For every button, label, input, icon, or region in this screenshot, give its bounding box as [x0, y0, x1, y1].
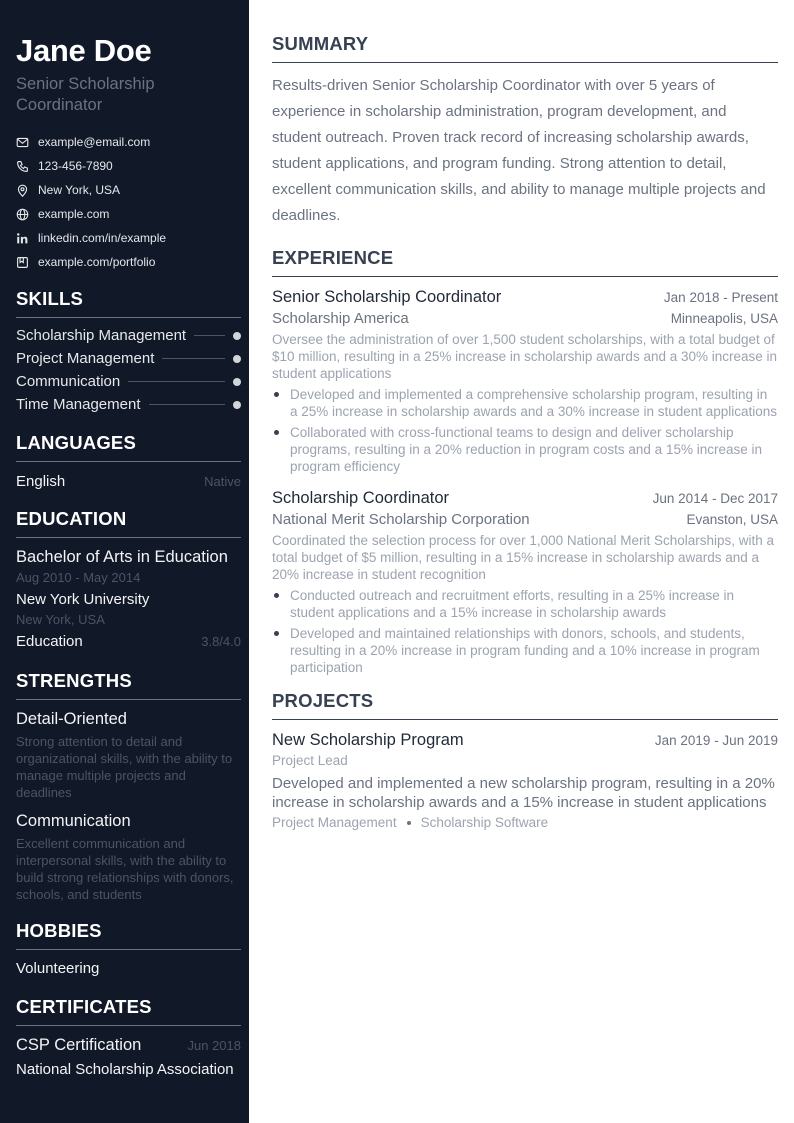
- summary-heading: SUMMARY: [272, 33, 778, 63]
- strength-desc: Excellent communication and interpersonal skills, with the ability to build strong relationships with donors, schools, and students: [16, 836, 234, 902]
- education-gpa: 3.8/4.0: [201, 634, 241, 649]
- project-dates: Jan 2019 - Jun 2019: [654, 733, 778, 748]
- candidate-title: Senior Scholarship Coordinator: [16, 75, 155, 114]
- skill-label: Project Management: [16, 350, 155, 367]
- skill-label: Communication: [16, 373, 121, 390]
- hobbies-heading: HOBBIES: [16, 920, 241, 950]
- certificate-issuer: National Scholarship Association: [16, 1061, 234, 1078]
- job-entry: [272, 487, 778, 676]
- project-tags: [272, 815, 778, 830]
- hobby-item: Volunteering: [16, 960, 100, 977]
- project-tag: Scholarship Software: [420, 815, 549, 830]
- experience-heading: EXPERIENCE: [272, 247, 778, 277]
- skill-dot: [233, 332, 241, 340]
- job-bullets: [272, 587, 778, 676]
- main-content: [272, 33, 778, 830]
- project-tag: Project Management: [272, 815, 397, 830]
- strengths-heading: STRENGTHS: [16, 670, 241, 700]
- phone-icon: [16, 160, 29, 173]
- job-bullet: Conducted outreach and recruitment efforts, resulting in a 25% increase in student applications and a 15% increase in scholarship awards: [272, 587, 778, 621]
- project-name: New Scholarship Program: [272, 731, 464, 749]
- languages-section: [16, 432, 241, 492]
- skill-item: [16, 347, 241, 370]
- job-entry: [272, 286, 778, 475]
- projects-heading: PROJECTS: [272, 690, 778, 720]
- linkedin-icon: [16, 232, 29, 245]
- contact-linkedin[interactable]: [16, 226, 241, 250]
- project-desc: Developed and implemented a new scholarship program, resulting in a 20% increase in scholarship awards and a 15% increase in student applications: [272, 775, 775, 811]
- job-bullet: Developed and maintained relationships with donors, schools, and students, resulting in a 20% increase in program funding and a 10% increase in program participation: [272, 625, 778, 676]
- job-org: National Merit Scholarship Corporation: [272, 511, 530, 528]
- contact-phone[interactable]: [16, 154, 241, 178]
- mail-icon: [16, 136, 29, 149]
- contact-website[interactable]: [16, 202, 241, 226]
- job-location: Minneapolis, USA: [670, 311, 778, 326]
- language-item: [16, 471, 241, 492]
- contact-linkedin-text: linkedin.com/in/example: [38, 231, 167, 245]
- contact-portfolio[interactable]: [16, 250, 241, 274]
- certificate-name: CSP Certification: [16, 1036, 142, 1054]
- certificates-section: [16, 996, 241, 1080]
- skill-divider: [194, 335, 225, 336]
- strength-name: Detail-Oriented: [16, 710, 127, 728]
- contact-phone-text: 123-456-7890: [38, 159, 113, 173]
- skill-item: [16, 324, 241, 347]
- job-bullet: Developed and implemented a comprehensive scholarship program, resulting in a 25% increase in scholarship awards and a 30% increase in student applications: [272, 386, 778, 420]
- tag-separator: [407, 821, 411, 825]
- skill-divider: [162, 358, 225, 359]
- project-entry: [272, 729, 778, 830]
- education-section: [16, 508, 241, 652]
- job-desc: Coordinated the selection process for over 1,000 National Merit Scholarships, with a total budget of $5 million, resulting in a 15% increase in scholarship awards and a 20% increase in student recognition: [272, 533, 775, 582]
- job-location: Evanston, USA: [686, 512, 778, 527]
- skill-label: Time Management: [16, 396, 141, 413]
- candidate-name: Jane Doe: [16, 33, 152, 68]
- education-degree: Bachelor of Arts in Education: [16, 548, 228, 566]
- contact-location-text: New York, USA: [38, 183, 121, 197]
- contact-list: [16, 130, 241, 274]
- job-desc: Oversee the administration of over 1,500 student scholarships, with a total budget of $10 million, resulting in a 25% increase in scholarship awards and a 30% increase in student applications: [272, 332, 778, 381]
- contact-location: [16, 178, 241, 202]
- education-heading: EDUCATION: [16, 508, 241, 538]
- certificates-heading: CERTIFICATES: [16, 996, 241, 1026]
- education-field-row: [16, 631, 241, 652]
- summary-section: [272, 33, 778, 229]
- contact-website-text: example.com: [38, 207, 110, 221]
- contact-email-text: example@email.com: [38, 135, 151, 149]
- contact-portfolio-text: example.com/portfolio: [38, 255, 156, 269]
- job-bullet: Collaborated with cross-functional teams to design and deliver scholarship programs, resulting in a 20% reduction in program costs and a 15% increase in program efficiency: [272, 424, 778, 475]
- job-title: Senior Scholarship Coordinator: [272, 288, 502, 306]
- skill-label: Scholarship Management: [16, 327, 187, 344]
- experience-section: [272, 247, 778, 676]
- job-bullets: [272, 386, 778, 475]
- strength-item: [16, 810, 241, 903]
- summary-text: Results-driven Senior Scholarship Coordinator with over 5 years of experience in scholarship administration, program development, and student outreach. Proven track record of increasing scholarship awards, student applications, and program funding. Strong attention to detail, excellent communication skills, and ability to manage multiple projects and deadlines.: [272, 77, 766, 224]
- skill-dot: [233, 401, 241, 409]
- projects-section: [272, 690, 778, 830]
- skill-dot: [233, 378, 241, 386]
- project-role: Project Lead: [272, 753, 348, 768]
- sidebar: [0, 0, 249, 1123]
- skill-item: [16, 393, 241, 416]
- portfolio-icon: [16, 256, 29, 269]
- education-school: New York University: [16, 591, 150, 608]
- job-dates: Jun 2014 - Dec 2017: [652, 491, 778, 506]
- strength-item: [16, 708, 241, 801]
- hobbies-section: [16, 920, 241, 979]
- job-title: Scholarship Coordinator: [272, 489, 450, 507]
- education-location: New York, USA: [16, 612, 105, 627]
- skill-divider: [149, 404, 226, 405]
- location-icon: [16, 184, 29, 197]
- skill-dot: [233, 355, 241, 363]
- strength-desc: Strong attention to detail and organizational skills, with the ability to manage multiple projects and deadlines: [16, 734, 233, 800]
- strengths-section: [16, 670, 241, 903]
- skill-item: [16, 370, 241, 393]
- certificate-date: Jun 2018: [187, 1038, 241, 1053]
- languages-heading: LANGUAGES: [16, 432, 241, 462]
- job-org: Scholarship America: [272, 310, 409, 327]
- skills-section: [16, 288, 241, 416]
- skill-divider: [128, 381, 225, 382]
- contact-email[interactable]: [16, 130, 241, 154]
- certificate-item: [16, 1034, 241, 1056]
- strength-name: Communication: [16, 812, 131, 830]
- language-level: Native: [204, 474, 241, 489]
- education-dates: Aug 2010 - May 2014: [16, 570, 141, 585]
- language-name: English: [16, 473, 66, 490]
- skills-heading: SKILLS: [16, 288, 241, 318]
- globe-icon: [16, 208, 29, 221]
- job-dates: Jan 2018 - Present: [663, 290, 778, 305]
- education-field: Education: [16, 633, 83, 650]
